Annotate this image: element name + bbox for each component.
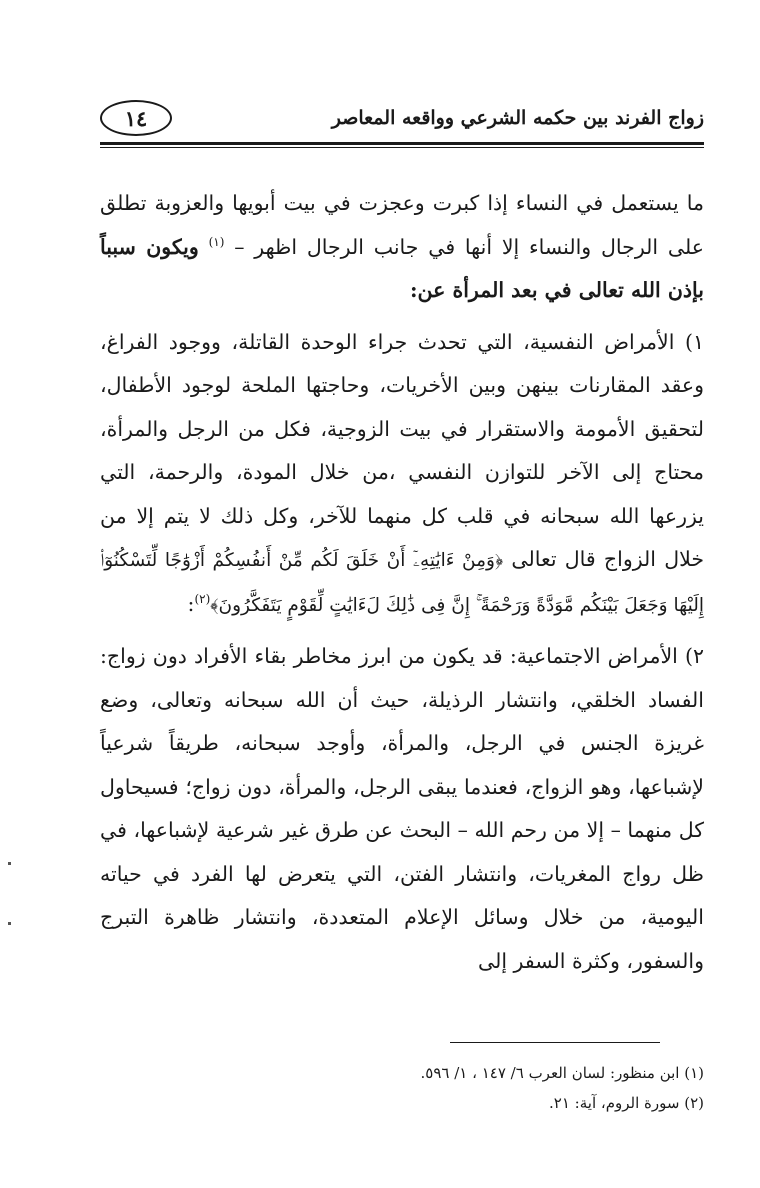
footnote-ref-1[interactable]: (١)	[208, 234, 225, 249]
paragraph-1-bold-text: ويكون سبباً بإذن الله تعالى في بعد المرأة عن:	[100, 234, 704, 302]
paragraph-3-text: ٢) الأمراض الاجتماعية: قد يكون من ابرز مخاطر بقاء الأفراد دون زواج: الفساد الخلقي، وانتشار الرذيلة، حيث أن الله سبحانه وتعالى، وضع غريزة الجنس في الرجل، والمرأة، وأوجد سبحانه، طريقاً شرعياً لإشباعها، وهو الزواج، فعندما يبقى الرجل، والمرأة، دون زواج؛ فسيحاول كل منهما – إلا من رحم الله – البحث عن طرق غير شرعية لإشباعها، في ظل رواج المغريات، وانتشار الفتن، التي يتعرض لها الفرد في حياته اليومية، من خلال وسائل الإعلام المتعددة، وانتشار ظاهرة التبرج والسفور، وكثرة السفر إلى	[100, 644, 704, 973]
footnote-rule	[450, 1042, 660, 1043]
paragraph-1	[100, 182, 704, 313]
header-rule-thick	[100, 142, 704, 145]
footnote-1: (١) ابن منظور: لسان العرب ٦/ ١٤٧ ، ١/ ٥٩٦.	[420, 1064, 704, 1082]
paragraph-1-text: ما يستعمل في النساء إذا كبرت وعجزت في بيت أبويها والعزوبة تطلق على الرجال والنساء إلا أنها في جانب الرجال اظهر –	[100, 191, 704, 259]
main-text	[100, 182, 704, 983]
scan-edge-mark	[8, 862, 11, 865]
footnote-2: (٢) سورة الروم، آية: ٢١.	[549, 1094, 704, 1112]
scan-edge-mark	[8, 922, 11, 925]
quran-verse: ﴿وَمِنْ ءَايَٰتِهِۦٓ أَنْ خَلَقَ لَكُم مِّنْ أَنفُسِكُمْ أَزْوَٰجًا لِّتَسْكُنُوٓا۟ إِلَيْهَا وَجَعَلَ بَيْنَكُم مَّوَدَّةً وَرَحْمَةً ۚ إِنَّ فِى ذَٰلِكَ لَءَايَٰتٍ لِّقَوْمٍ يَتَفَكَّرُونَ﴾	[100, 550, 704, 616]
footnotes	[100, 1058, 704, 1118]
paragraph-3	[100, 635, 704, 983]
paragraph-2	[100, 321, 704, 628]
paragraph-2-text: ١) الأمراض النفسية، التي تحدث جراء الوحدة القاتلة، ووجود الفراغ، وعقد المقارنات بينهن وبين الأخريات، وحاجتها الملحة لوجود الأطفال، لتحقيق الأمومة والاستقرار في بيت الزوجية، فكل من الرجل والمرأة، محتاج إلى الآخر للتوازن النفسي ،من خلال المودة، والرحمة، التي يزرعها الله سبحانه في قلب كل منهما للآخر، وكل ذلك لا يتم إلا من خلال الزواج قال تعالى	[100, 329, 704, 571]
paragraph-2-tail: :	[187, 591, 195, 616]
page-header	[100, 96, 704, 140]
running-title: زواج الفرند بين حكمه الشرعي وواقعه المعاصر	[331, 107, 704, 129]
header-rule-thin	[100, 147, 704, 148]
footnote-ref-2[interactable]: (٢)	[194, 591, 211, 606]
page-number-badge: ١٤	[100, 100, 172, 136]
